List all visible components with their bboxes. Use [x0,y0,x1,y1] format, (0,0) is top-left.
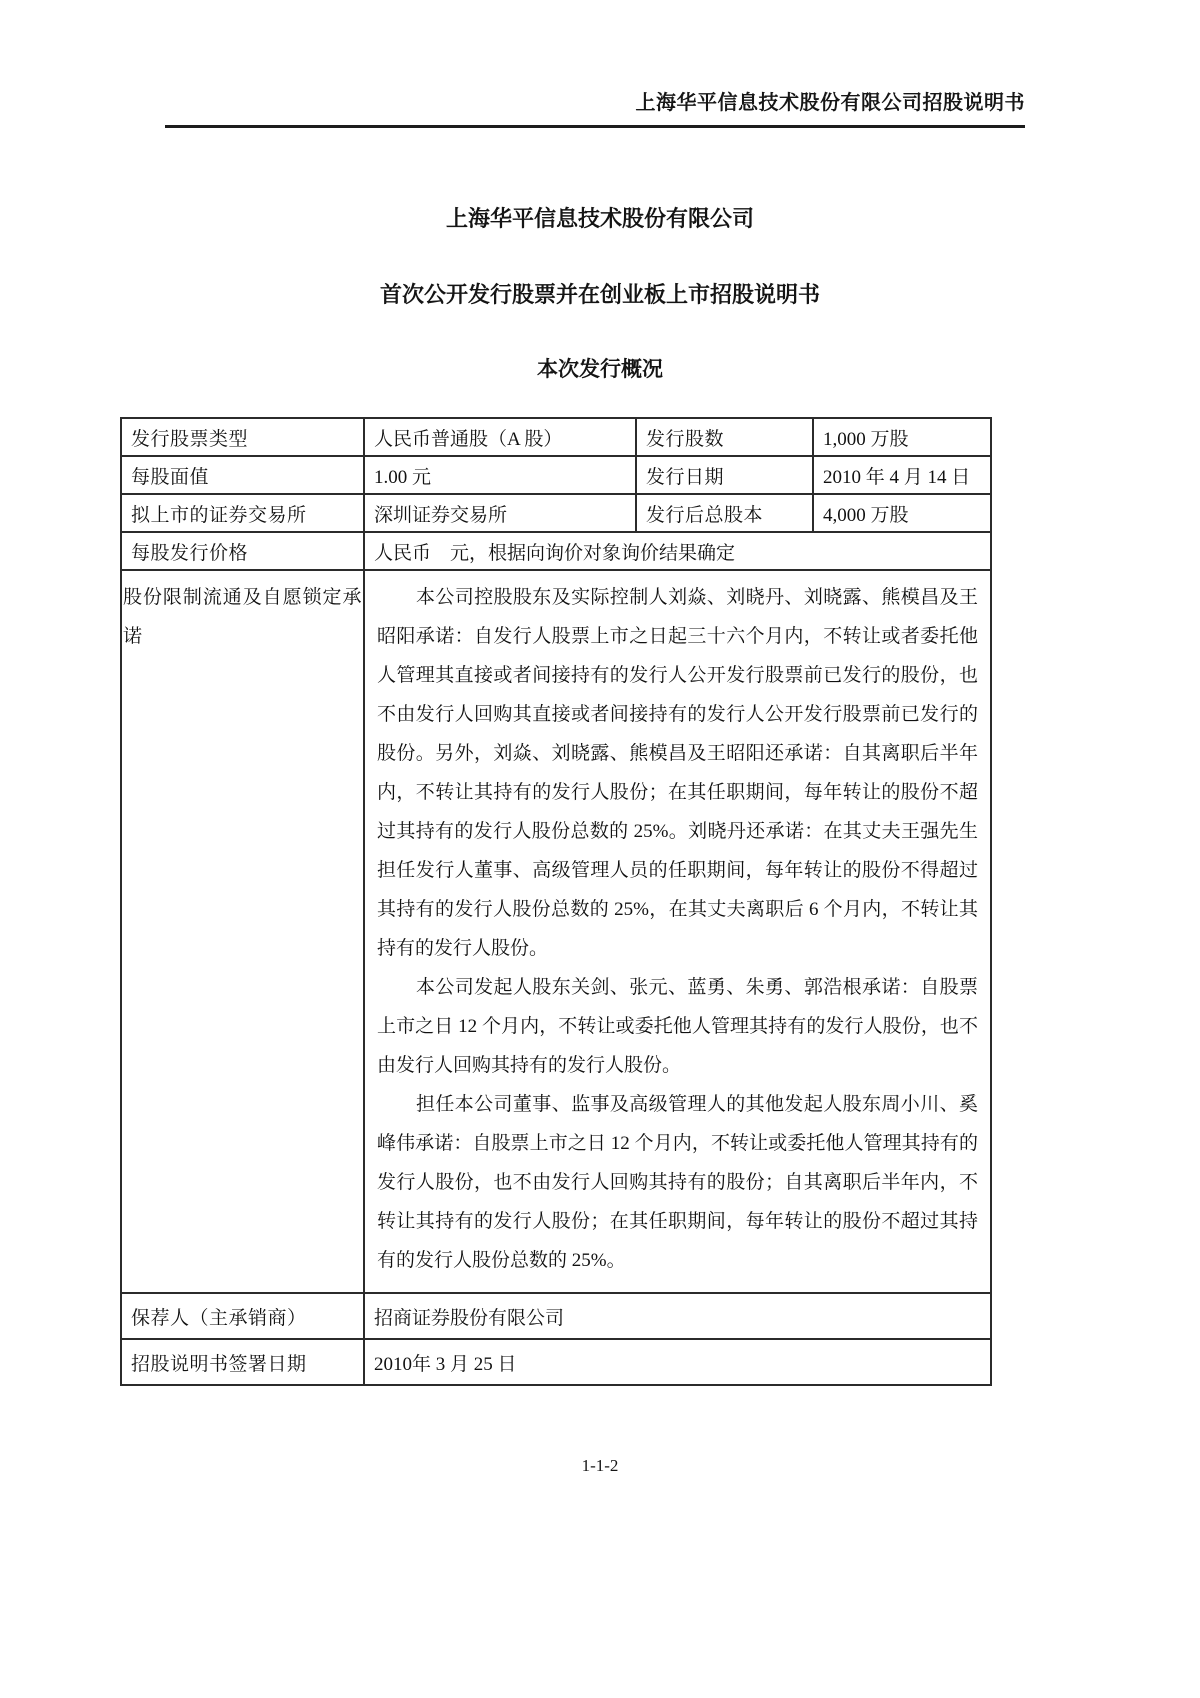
row-label: 每股发行价格 [121,532,364,570]
page-number: 1-1-2 [581,1456,619,1475]
page-footer [0,1456,1200,1476]
row-value: 人民币普通股（A 股） [364,418,636,456]
row-value: 招商证券股份有限公司 [364,1293,991,1339]
lockup-text-cell [364,570,991,1293]
row-value: 2010年 3 月 25 日 [364,1339,991,1385]
running-header [165,86,1025,128]
row-value: 1,000 万股 [813,418,991,456]
table-row-issue-price [121,532,991,570]
row-label: 招股说明书签署日期 [121,1339,364,1385]
company-title: 上海华平信息技术股份有限公司 [445,206,754,231]
row-value: 深圳证券交易所 [364,494,636,532]
row-label: 保荐人（主承销商） [121,1293,364,1339]
row-label: 发行股数 [636,418,813,456]
row-label: 发行后总股本 [636,494,813,532]
table-row-stock-type [121,418,991,456]
row-label: 发行日期 [636,456,813,494]
row-label: 发行股票类型 [121,418,364,456]
table-row-sponsor [121,1293,991,1339]
issuance-overview-table [120,417,992,1386]
row-value: 4,000 万股 [813,494,991,532]
table-row-exchange [121,494,991,532]
row-label: 每股面值 [121,456,364,494]
table-row-lockup-commitment [121,570,991,1293]
table-row-sign-date [121,1339,991,1385]
row-label: 股份限制流通及自愿锁定承诺 [121,570,364,1293]
row-value: 人民币 元，根据向询价对象询价结果确定 [364,532,991,570]
lockup-paragraph: 本公司控股股东及实际控制人刘焱、刘晓丹、刘晓露、熊模昌及王昭阳承诺：自发行人股票上市之日起三十六个月内，不转让或者委托他人管理其直接或者间接持有的发行人公开发行股票前已发行的股份，也不由发行人回购其直接或者间接持有的发行人公开发行股票前已发行的股份。另外，刘焱、刘晓露、熊模昌及王昭阳还承诺：自其离职后半年内，不转让其持有的发行人股份；在其任职期间，每年转让的股份不超过其持有的发行人股份总数的 25%。刘晓丹还承诺：在其丈夫王强先生担任发行人董事、高级管理人员的任职期间，每年转让的股份不得超过其持有的发行人股份总数的 25%，在其丈夫离职后 6 个月内，不转让其持有的发行人股份。 [377,587,978,959]
lockup-paragraph: 本公司发起人股东关剑、张元、蓝勇、朱勇、郭浩根承诺：自股票上市之日 12 个月内，不转让或委托他人管理其持有的发行人股份，也不由发行人回购其持有的发行人股份。 [377,977,978,1076]
row-label: 拟上市的证券交易所 [121,494,364,532]
table-row-par-value [121,456,991,494]
row-value: 2010 年 4 月 14 日 [813,456,991,494]
lockup-paragraph: 担任本公司董事、监事及高级管理人的其他发起人股东周小川、奚峰伟承诺：自股票上市之日 12 个月内，不转让或委托他人管理其持有的发行人股份，也不由发行人回购其持有的股份；自其离职后半年内，不转让其持有的发行人股份；在其任职期间，每年转让的股份不超过其持有的发行人股份总数的 25%。 [377,1094,978,1271]
running-header-text: 上海华平信息技术股份有限公司招股说明书 [635,92,1025,114]
offering-title: 首次公开发行股票并在创业板上市招股说明书 [379,282,820,307]
section-title: 本次发行概况 [537,358,663,381]
row-value: 1.00 元 [364,456,636,494]
